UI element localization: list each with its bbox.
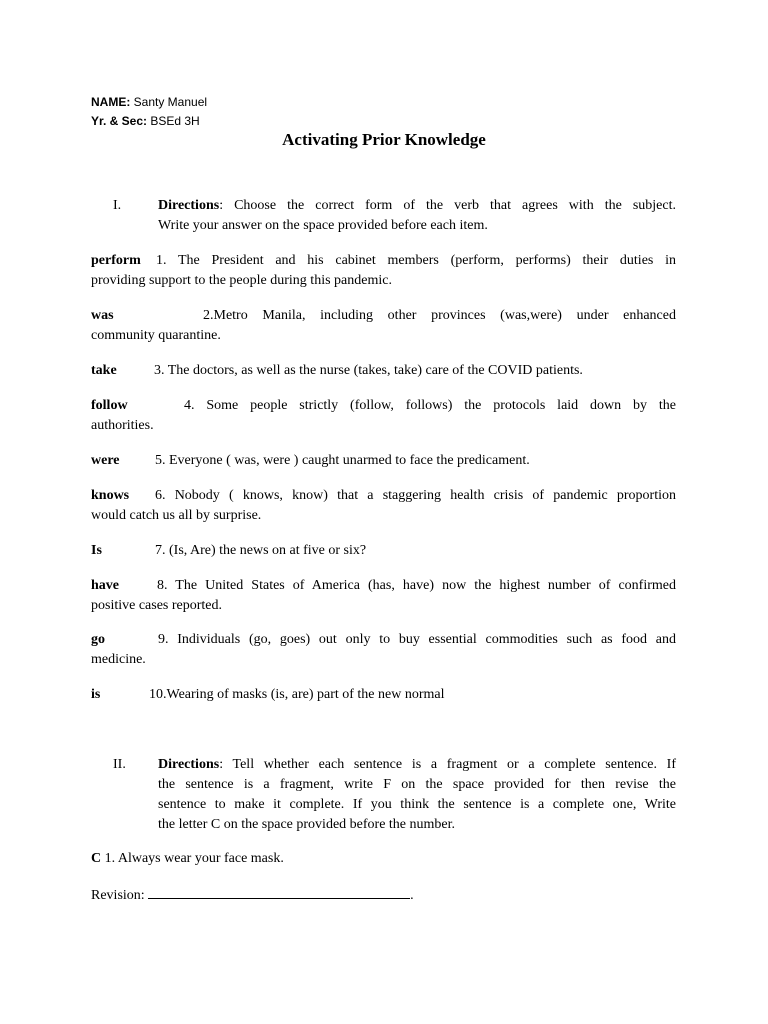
item-text-continued: providing support to the people during this pandemic.	[91, 273, 392, 288]
item-text-continued: medicine.	[91, 652, 146, 667]
section1-directions-line2: Write your answer on the space provided before each item.	[158, 218, 488, 233]
name-value: Santy Manuel	[130, 95, 208, 109]
item-answer: take	[91, 363, 117, 378]
item-answer: Is	[91, 543, 102, 558]
item-answer: were	[91, 453, 120, 468]
item-answer: C	[91, 851, 102, 866]
section1-numeral: I.	[113, 198, 122, 213]
item-text: 7. (Is, Are) the news on at five or six?	[155, 543, 367, 558]
section2-numeral: II.	[113, 757, 126, 772]
list-item	[91, 541, 676, 561]
item-answer: follow	[91, 398, 128, 413]
list-item	[91, 849, 676, 869]
list-item	[91, 685, 676, 705]
revision-blank[interactable]	[148, 884, 410, 899]
year-section-value: BSEd 3H	[147, 114, 200, 128]
item-text-continued: would catch us all by surprise.	[91, 508, 262, 523]
item-text-continued: positive cases reported.	[91, 598, 223, 613]
page-title: Activating Prior Knowledge	[282, 130, 486, 149]
list-item	[91, 251, 676, 291]
item-answer: have	[91, 578, 119, 593]
list-item	[91, 396, 676, 436]
section1-directions-label: Directions	[158, 198, 220, 213]
year-section-label: Yr. & Sec:	[91, 114, 148, 128]
revision-label: Revision:	[91, 888, 149, 903]
item-text-continued: authorities.	[91, 418, 154, 433]
item-answer: was	[91, 308, 114, 323]
item-text: 3. The doctors, as well as the nurse (takes, take) care of the COVID patients.	[154, 363, 583, 378]
item-text: 1. Always wear your face mask.	[101, 851, 284, 866]
item-text-continued: community quarantine.	[91, 328, 221, 343]
item-answer: perform	[91, 253, 141, 268]
list-item	[91, 361, 676, 381]
list-item	[91, 576, 676, 616]
item-text: 9. Individuals (go, goes) out only to buy essential commodities such as food and	[158, 632, 676, 647]
item-answer: knows	[91, 488, 130, 503]
item-text: 5. Everyone ( was, were ) caught unarmed to face the predicament.	[155, 453, 530, 468]
revision-end: .	[410, 888, 414, 903]
section1-directions-line1: : Choose the correct form of the verb that agrees with the subject.	[219, 198, 676, 213]
item-answer: go	[91, 632, 105, 647]
item-answer: is	[91, 687, 101, 702]
item-text: 4. Some people strictly (follow, follows) the protocols laid down by the	[184, 398, 676, 413]
revision-row	[91, 884, 414, 904]
item-text: 10.Wearing of masks (is, are) part of the new normal	[149, 687, 445, 702]
list-item	[91, 486, 676, 526]
item-text: 1. The President and his cabinet members (perform, performs) their duties in	[156, 253, 676, 268]
list-item	[91, 451, 676, 471]
name-label: NAME:	[91, 95, 131, 109]
student-name	[91, 95, 207, 109]
section2-directions-line4: the letter C on the space provided before the number.	[158, 817, 456, 832]
section2-directions	[158, 755, 676, 835]
list-item	[91, 630, 676, 670]
section2-directions-label: Directions	[158, 757, 220, 772]
section2-directions-line1: : Tell whether each sentence is a fragment or a complete sentence. If	[219, 757, 676, 772]
section2-directions-line2: the sentence is a fragment, write F on the space provided for then revise the	[158, 777, 676, 792]
item-text: 8. The United States of America (has, have) now the highest number of confirmed	[157, 578, 676, 593]
year-section	[91, 114, 200, 128]
section2-directions-line3: sentence to make it complete. If you think the sentence is a complete one, Write	[158, 797, 676, 812]
section1-directions	[158, 196, 676, 236]
item-text: 6. Nobody ( knows, know) that a staggering health crisis of pandemic proportion	[155, 488, 676, 503]
list-item	[91, 306, 676, 346]
item-text: 2.Metro Manila, including other provinces (was,were) under enhanced	[203, 308, 676, 323]
